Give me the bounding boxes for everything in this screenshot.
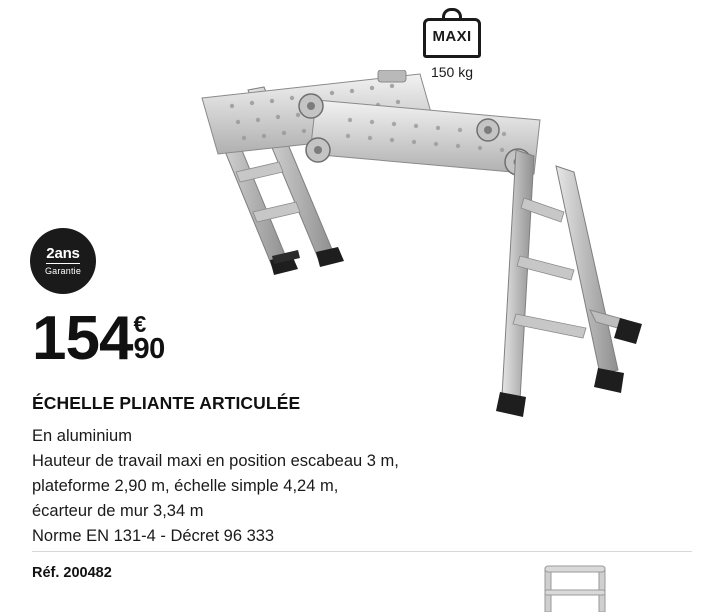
description-line: écarteur de mur 3,34 m <box>32 502 204 520</box>
guarantee-badge <box>30 228 96 294</box>
description-line: plateforme 2,90 m, échelle simple 4,24 m, <box>32 477 339 495</box>
section-divider <box>32 551 692 552</box>
product-reference: Réf. 200482 <box>32 565 112 581</box>
description-line: En aluminium <box>32 427 132 445</box>
price-block <box>32 304 165 373</box>
ladder-right-section <box>496 150 642 417</box>
price-integer: 154 <box>32 304 133 373</box>
price-suffix <box>133 311 165 365</box>
weight-icon <box>423 8 481 58</box>
max-load-label: MAXI <box>432 28 472 45</box>
description-line: Hauteur de travail maxi en position escabeau 3 m, <box>32 452 399 470</box>
product-description <box>32 424 592 549</box>
price-currency: € <box>133 311 147 337</box>
next-product-preview <box>537 560 617 612</box>
guarantee-years: 2ans <box>46 245 80 262</box>
description-line: Norme EN 131-4 - Décret 96 333 <box>32 527 275 545</box>
product-title: ÉCHELLE PLIANTE ARTICULÉE <box>32 393 301 413</box>
guarantee-text: Garantie <box>44 266 82 276</box>
max-load-value: 150 kg <box>430 64 474 80</box>
product-image-ladder <box>120 70 721 440</box>
price-decimals: 90 <box>133 333 165 365</box>
